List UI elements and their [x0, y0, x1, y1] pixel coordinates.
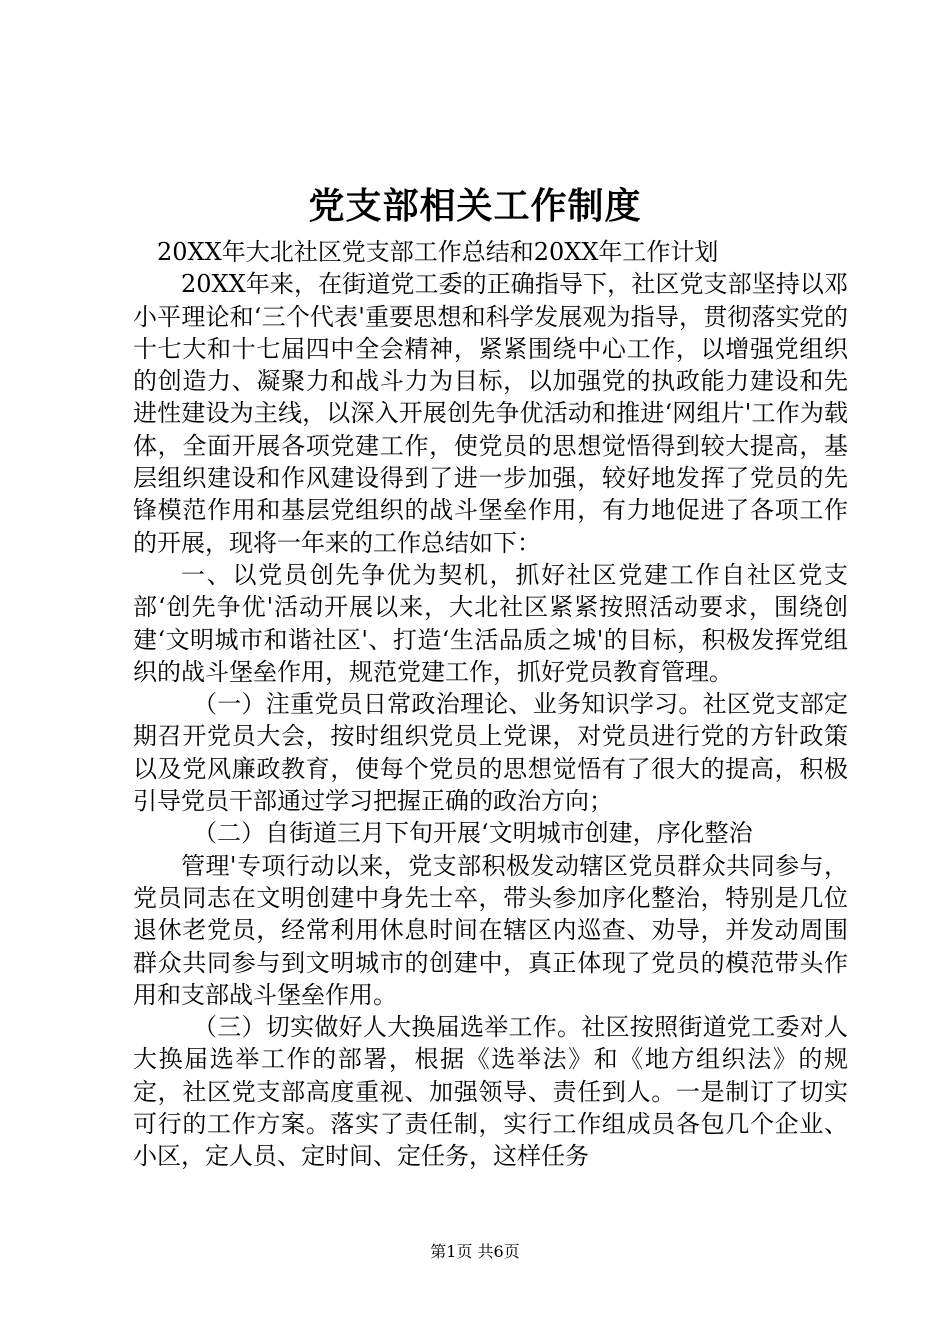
- body-paragraph: （三）切实做好人大换届选举工作。社区按照街道党工委对人大换届选举工作的部署，根据《选举法》和《地方组织法》的规定，社区党支部高度重视、加强领导、责任到人。一是制订了切实可行的工作方案。落实了责任制，实行工作组成员各包几个企业、小区，定人员、定时间、定任务，这样任务: [133, 1013, 848, 1171]
- body-paragraph: 20XX年来，在街道党工委的正确指导下，社区党支部坚持以邓小平理论和‘三个代表'重要思想和科学发展观为指导，贯彻落实党的十七大和十七届四中全会精神，紧紧围绕中心工作，以增强党组织的创造力、凝聚力和战斗力为目标，以加强党的执政能力建设和先进性建设为主线，以深入开展创先争优活动和推进‘网组片'工作为载体，全面开展各项党建工作，使党员的思想觉悟得到较大提高，基层组织建设和作风建设得到了进一步加强，较好地发挥了党员的先锋模范作用和基层党组织的战斗堡垒作用，有力地促进了各项工作的开展，现将一年来的工作总结如下：: [133, 270, 848, 557]
- subtitle-paragraph: 20XX年大北社区党支部工作总结和20XX年工作计划: [157, 238, 719, 266]
- document-title: 党支部相关工作制度: [308, 185, 642, 227]
- page-number-footer: 第1页 共6页: [430, 1242, 520, 1261]
- body-paragraph: 一、以党员创先争优为契机，抓好社区党建工作自社区党支部‘创先争优'活动开展以来，大北社区紧紧按照活动要求，围绕创建‘文明城市和谐社区'、打造‘生活品质之城'的目标，积极发挥党组织的战斗堡垒作用，规范党建工作，抓好党员教育管理。: [133, 560, 848, 686]
- body-paragraph: （一）注重党员日常政治理论、业务知识学习。社区党支部定期召开党员大会，按时组织党员上党课，对党员进行党的方针政策以及党风廉政教育，使每个党员的思想觉悟有了很大的提高，积极引导党员干部通过学习把握正确的政治方向；: [133, 690, 848, 816]
- body-paragraph: 管理'专项行动以来，党支部积极发动辖区党员群众共同参与，党员同志在文明创建中身先士卒，带头参加序化整治，特别是几位退休老党员，经常利用休息时间在辖区内巡查、劝导，并发动周围群众共同参与到文明城市的创建中，真正体现了党员的模范带头作用和支部战斗堡垒作用。: [133, 851, 848, 1009]
- document-body: [133, 236, 848, 1173]
- body-paragraph: （二）自街道三月下旬开展‘文明城市创建，序化整治: [193, 819, 753, 848]
